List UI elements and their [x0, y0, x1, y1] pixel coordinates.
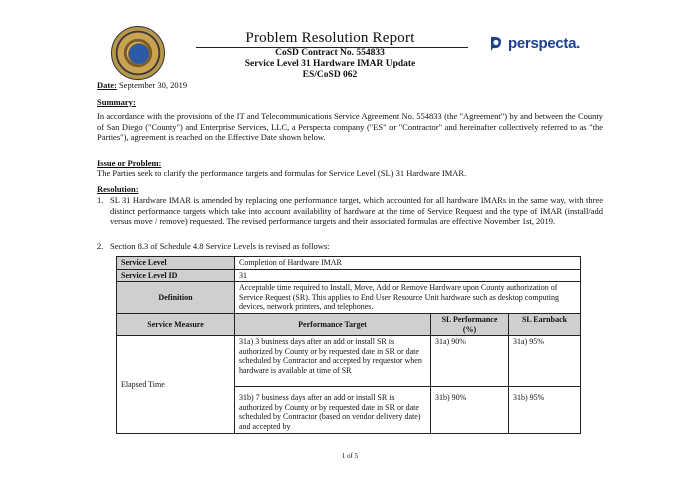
summary-heading: Summary:: [97, 97, 136, 107]
column-header: Performance Target: [235, 313, 431, 335]
contract-number: CoSD Contract No. 554833: [275, 48, 385, 58]
list-number: 1.: [97, 195, 104, 205]
date-line: [97, 80, 187, 90]
service-level-table: [116, 256, 581, 434]
logo-text: perspecta.: [508, 34, 581, 52]
column-header: Service Measure: [117, 313, 235, 335]
target-cell: 31b) 7 business days after an add or install SR is authorized by County or by requested date in SR or date scheduled by Contractor (based on vendor delivery date) and accepted by: [235, 387, 431, 433]
measure-cell: Elapsed Time: [117, 336, 235, 433]
table-label-cell: Service Level ID: [117, 269, 235, 282]
table-header-row: [117, 313, 581, 335]
list-text: SL 31 Hardware IMAR is amended by replacing one performance target, which accounted for all hardware IMARs in the same way, with three distinct performance targets which take into account availability of hardware at the time of Service Request and the type of IMAR (install/add versus move / remove) requested. The revised performance targets and their associated formulas are effective November 1st, 2019.: [110, 195, 603, 227]
resolution-heading: Resolution:: [97, 184, 139, 194]
county-seal-icon: [111, 26, 165, 80]
table-row: [117, 282, 581, 314]
perspecta-logo: [488, 34, 580, 52]
column-header: SL Earnback: [509, 313, 581, 335]
table-row: [117, 257, 581, 270]
list-text: Section 8.3 of Schedule 4.8 Service Levels is revised as follows:: [110, 241, 330, 251]
earnback-cell: 31a) 95%: [509, 336, 581, 387]
table-value-cell: 31: [235, 269, 581, 282]
table-value-cell: Completion of Hardware IMAR: [235, 257, 581, 270]
date-value: September 30, 2019: [118, 80, 188, 90]
report-subtitle: [190, 48, 470, 81]
table-row: [117, 269, 581, 282]
table-row: [117, 336, 581, 387]
page-title: Problem Resolution Report: [245, 30, 415, 46]
seal-center: [128, 43, 150, 65]
performance-cell: 31b) 90%: [431, 387, 509, 433]
column-header: SL Performance (%): [431, 313, 509, 335]
performance-cell: 31a) 90%: [431, 336, 509, 387]
page-number: 1 of 5: [341, 452, 359, 460]
issue-heading: Issue or Problem:: [97, 158, 162, 168]
table-label-cell: Service Level: [117, 257, 235, 270]
report-subject: Service Level 31 Hardware IMAR Update: [244, 59, 416, 69]
target-cell: 31a) 3 business days after an add or install SR is authorized by County or by requested date in SR or date scheduled by Contractor and accepted by requestor when hardware is available at time of SR: [235, 336, 431, 387]
issue-text: The Parties seek to clarify the performance targets and formulas for Service Level (SL) 31 Hardware IMAR.: [97, 168, 467, 178]
earnback-cell: 31b) 95%: [509, 387, 581, 433]
table-value-cell: Acceptable time required to Install, Move, Add or Remove Hardware upon County authorization of Service Request (SR). This applies to End User Resource Unit hardware such as desktop computing devices, network printers, and telephones.: [235, 282, 581, 314]
list-number: 2.: [97, 241, 104, 251]
table-label-cell: Definition: [117, 282, 235, 314]
summary-text: In accordance with the provisions of the IT and Telecommunications Service Agreement No. 554833 (the "Agreement") by and between the County of San Diego ("County") and Enterprise Services, LLC, a Perspecta company ("ES" or "Contractor" and hereinafter collectively referred to as "the Parties"), agreement is reached on the Effective Date shown below.: [97, 111, 603, 143]
date-label: Date:: [97, 80, 117, 90]
perspecta-logo-icon: [488, 35, 504, 51]
report-reference: ES/CoSD 062: [302, 70, 358, 80]
